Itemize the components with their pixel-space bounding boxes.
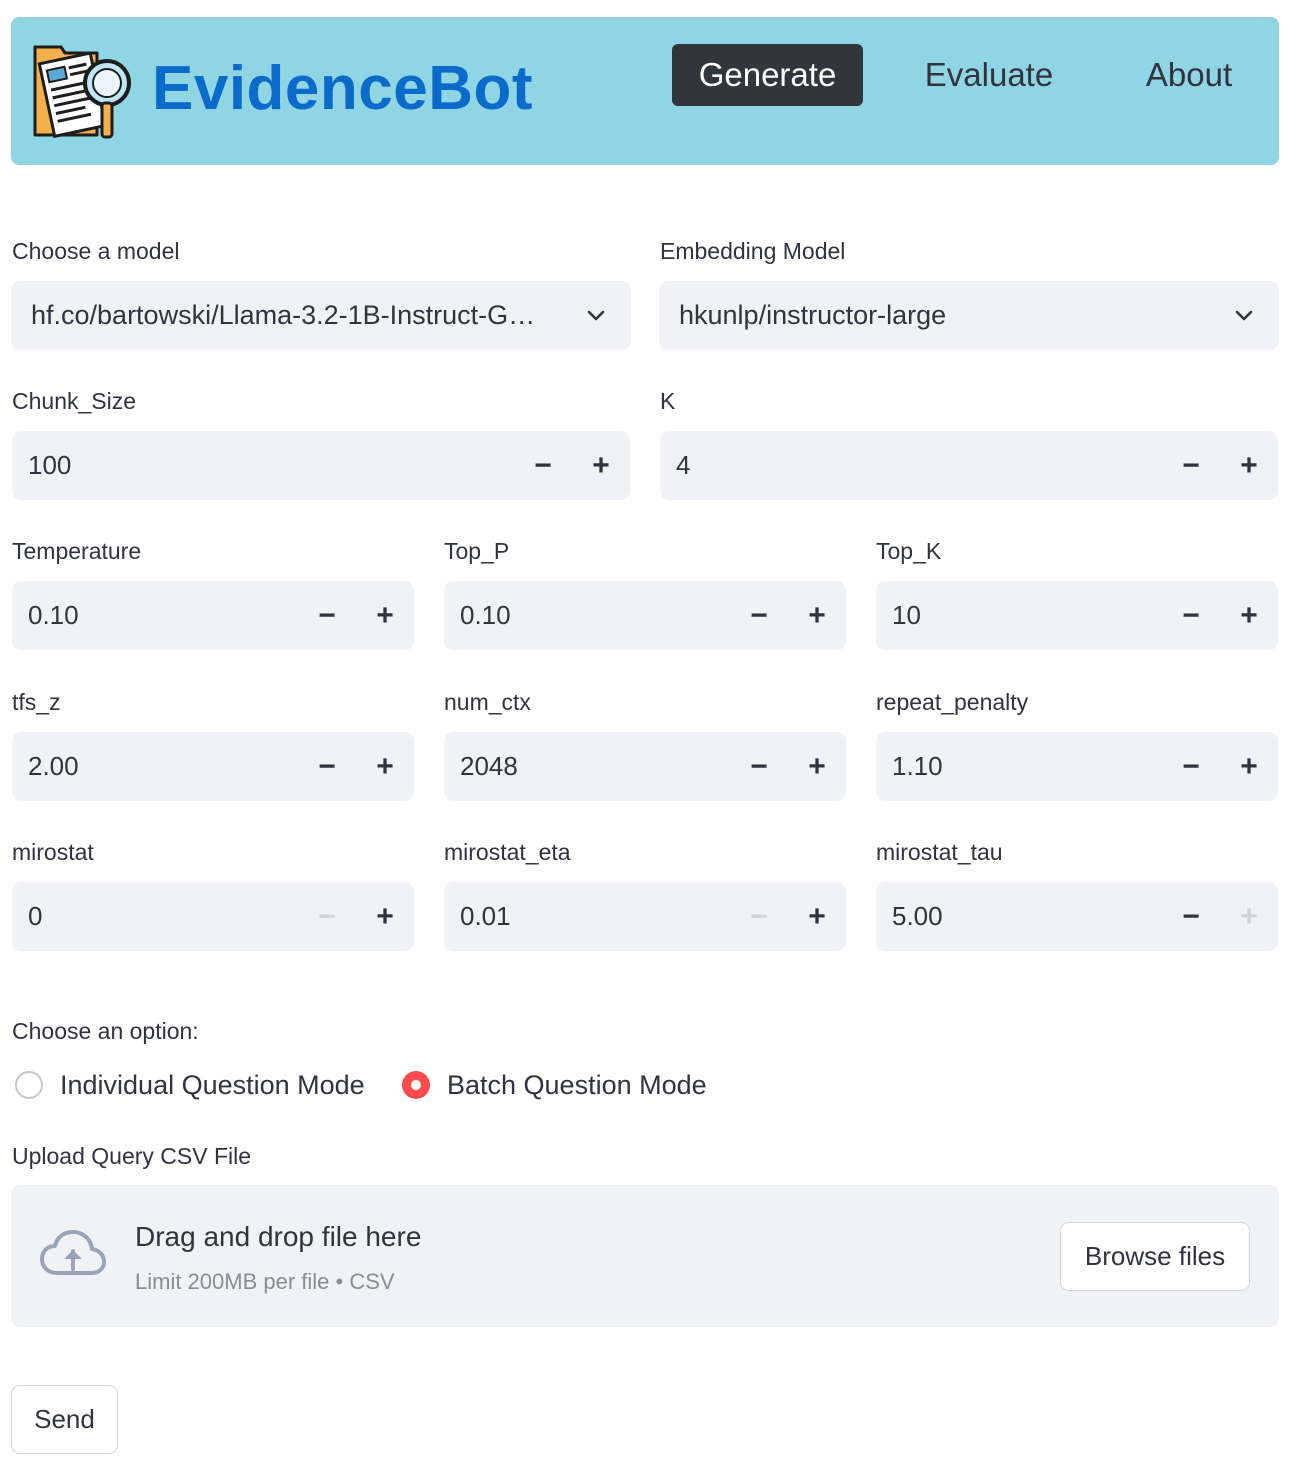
embedding-label: Embedding Model <box>660 238 846 264</box>
upload-label: Upload Query CSV File <box>12 1143 252 1169</box>
cloud-upload-icon <box>39 1229 107 1277</box>
mirostat-eta-input[interactable] <box>444 882 846 951</box>
tfs-z-increment-button[interactable]: + <box>376 750 394 783</box>
mirostat-tau-label: mirostat_tau <box>876 839 1003 865</box>
tfs-z-label: tfs_z <box>12 689 61 715</box>
embedding-select-value: hkunlp/instructor-large <box>679 300 947 330</box>
k-input[interactable] <box>660 431 1278 500</box>
radio-batch-label: Batch Question Mode <box>447 1069 707 1100</box>
k-label: K <box>660 388 676 414</box>
top-p-input[interactable] <box>444 581 846 650</box>
k-decrement-button[interactable]: − <box>1182 449 1200 482</box>
num-ctx-value: 2048 <box>460 751 518 781</box>
mirostat-decrement-button[interactable]: − <box>318 900 336 933</box>
mirostat-eta-label: mirostat_eta <box>444 839 571 865</box>
temperature-decrement-button[interactable]: − <box>318 599 336 632</box>
nav-generate[interactable]: Generate <box>672 44 863 106</box>
temperature-value: 0.10 <box>28 600 79 630</box>
top-p-decrement-button[interactable]: − <box>750 599 768 632</box>
num-ctx-decrement-button[interactable]: − <box>750 750 768 783</box>
tfs-z-input[interactable] <box>12 732 414 801</box>
mirostat-tau-value: 5.00 <box>892 901 943 931</box>
top-p-increment-button[interactable]: + <box>808 599 826 632</box>
model-select[interactable] <box>11 281 631 350</box>
mirostat-value: 0 <box>28 901 43 931</box>
chunk-size-decrement-button[interactable]: − <box>534 449 552 482</box>
nav-evaluate[interactable]: Evaluate <box>924 56 1054 93</box>
mirostat-eta-decrement-button[interactable]: − <box>750 900 768 933</box>
repeat-penalty-label: repeat_penalty <box>876 689 1029 715</box>
mirostat-increment-button[interactable]: + <box>376 900 394 933</box>
temperature-input[interactable] <box>12 581 414 650</box>
top-k-decrement-button[interactable]: − <box>1182 599 1200 632</box>
radio-individual-label: Individual Question Mode <box>60 1069 365 1100</box>
top-k-value: 10 <box>892 600 921 630</box>
embedding-select[interactable] <box>659 281 1279 350</box>
k-increment-button[interactable]: + <box>1240 449 1258 482</box>
chunk-size-increment-button[interactable]: + <box>592 449 610 482</box>
app-header <box>11 17 1279 165</box>
brand-title: EvidenceBot <box>152 54 534 123</box>
model-select-value: hf.co/bartowski/Llama-3.2-1B-Instruct-G… <box>31 300 536 330</box>
repeat-penalty-value: 1.10 <box>892 751 943 781</box>
chunk-size-input[interactable] <box>12 431 630 500</box>
num-ctx-input[interactable] <box>444 732 846 801</box>
chevron-down-icon <box>585 305 607 327</box>
top-k-input[interactable] <box>876 581 1278 650</box>
mode-label: Choose an option: <box>12 1018 199 1044</box>
radio-individual-question-mode[interactable] <box>15 1065 365 1105</box>
k-value: 4 <box>676 450 691 480</box>
browse-files-button[interactable]: Browse files <box>1060 1222 1250 1291</box>
dropzone-limit-text: Limit 200MB per file • CSV <box>135 1269 395 1294</box>
chunk-size-label: Chunk_Size <box>12 388 137 414</box>
send-button[interactable]: Send <box>11 1385 118 1454</box>
temperature-label: Temperature <box>12 538 142 564</box>
model-label: Choose a model <box>12 238 180 264</box>
temperature-increment-button[interactable]: + <box>376 599 394 632</box>
file-dropzone[interactable] <box>11 1185 1279 1327</box>
top-k-increment-button[interactable]: + <box>1240 599 1258 632</box>
num-ctx-increment-button[interactable]: + <box>808 750 826 783</box>
dropzone-title: Drag and drop file here <box>135 1221 422 1252</box>
mirostat-tau-decrement-button[interactable]: − <box>1182 900 1200 933</box>
chunk-size-value: 100 <box>28 450 72 480</box>
mirostat-label: mirostat <box>12 839 94 865</box>
radio-checked-icon <box>402 1071 430 1099</box>
mirostat-eta-increment-button[interactable]: + <box>808 900 826 933</box>
chevron-down-icon <box>1233 305 1255 327</box>
tfs-z-decrement-button[interactable]: − <box>318 750 336 783</box>
radio-batch-question-mode[interactable] <box>402 1065 707 1105</box>
mirostat-eta-value: 0.01 <box>460 901 511 931</box>
top-p-value: 0.10 <box>460 600 511 630</box>
nav-about[interactable]: About <box>1145 56 1233 93</box>
mirostat-input[interactable] <box>12 882 414 951</box>
repeat-penalty-increment-button[interactable]: + <box>1240 750 1258 783</box>
top-p-label: Top_P <box>444 538 510 564</box>
document-magnifier-icon <box>31 39 135 143</box>
num-ctx-label: num_ctx <box>444 689 531 715</box>
mirostat-tau-input[interactable] <box>876 882 1278 951</box>
mirostat-tau-increment-button[interactable]: + <box>1240 900 1258 933</box>
radio-unchecked-icon <box>15 1071 43 1099</box>
tfs-z-value: 2.00 <box>28 751 79 781</box>
top-k-label: Top_K <box>876 538 942 564</box>
repeat-penalty-input[interactable] <box>876 732 1278 801</box>
repeat-penalty-decrement-button[interactable]: − <box>1182 750 1200 783</box>
